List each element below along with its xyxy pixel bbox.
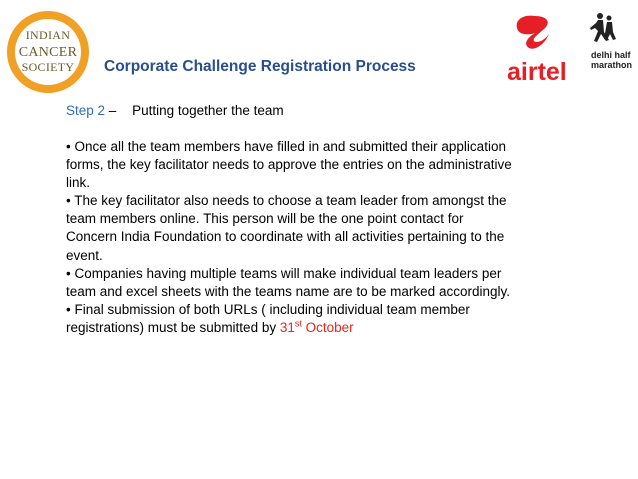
indian-cancer-society-logo <box>4 8 92 96</box>
step-text: Putting together the team <box>132 103 284 118</box>
bullet-3: • Companies having multiple teams will make individual team leaders per team and excel sheets with the teams name are to be marked accordingly. <box>66 265 510 299</box>
bullet-2: • The key facilitator also needs to choose a team leader from amongst the team members online. This person will be the one point contact for Concern India Foundation to coordinate with all activities pertaining to the event. <box>66 193 507 263</box>
step-label: Step 2 <box>66 103 106 118</box>
deadline-suffix: st <box>294 318 302 329</box>
bullet-4-text: • Final submission of both URLs ( including individual team member registrations) must be submitted by <box>66 301 470 335</box>
marathon-line-1: delhi half <box>591 50 631 60</box>
airtel-marathon-logo <box>505 10 633 84</box>
airtel-swirl-icon <box>517 16 549 49</box>
deadline-day: 31 <box>279 319 295 335</box>
airtel-wordmark: airtel <box>507 58 567 84</box>
body-text <box>66 138 516 337</box>
bullet-4 <box>66 301 516 337</box>
step-heading <box>66 103 284 118</box>
ics-line-1: INDIAN <box>25 28 71 42</box>
marathon-line-2: marathon <box>591 60 633 70</box>
deadline-month: October <box>301 319 354 335</box>
slide-title: Corporate Challenge Registration Process <box>104 58 416 75</box>
step-dash: – <box>108 103 117 118</box>
deadline-date <box>280 320 354 335</box>
runner-icon <box>590 13 616 42</box>
bullet-1: • Once all the team members have filled in and submitted their application forms, the key facilitator needs to approve the entries on the administrative link. <box>66 139 512 191</box>
ics-line-3: SOCIETY <box>21 60 75 74</box>
ics-line-2: CANCER <box>18 45 78 60</box>
